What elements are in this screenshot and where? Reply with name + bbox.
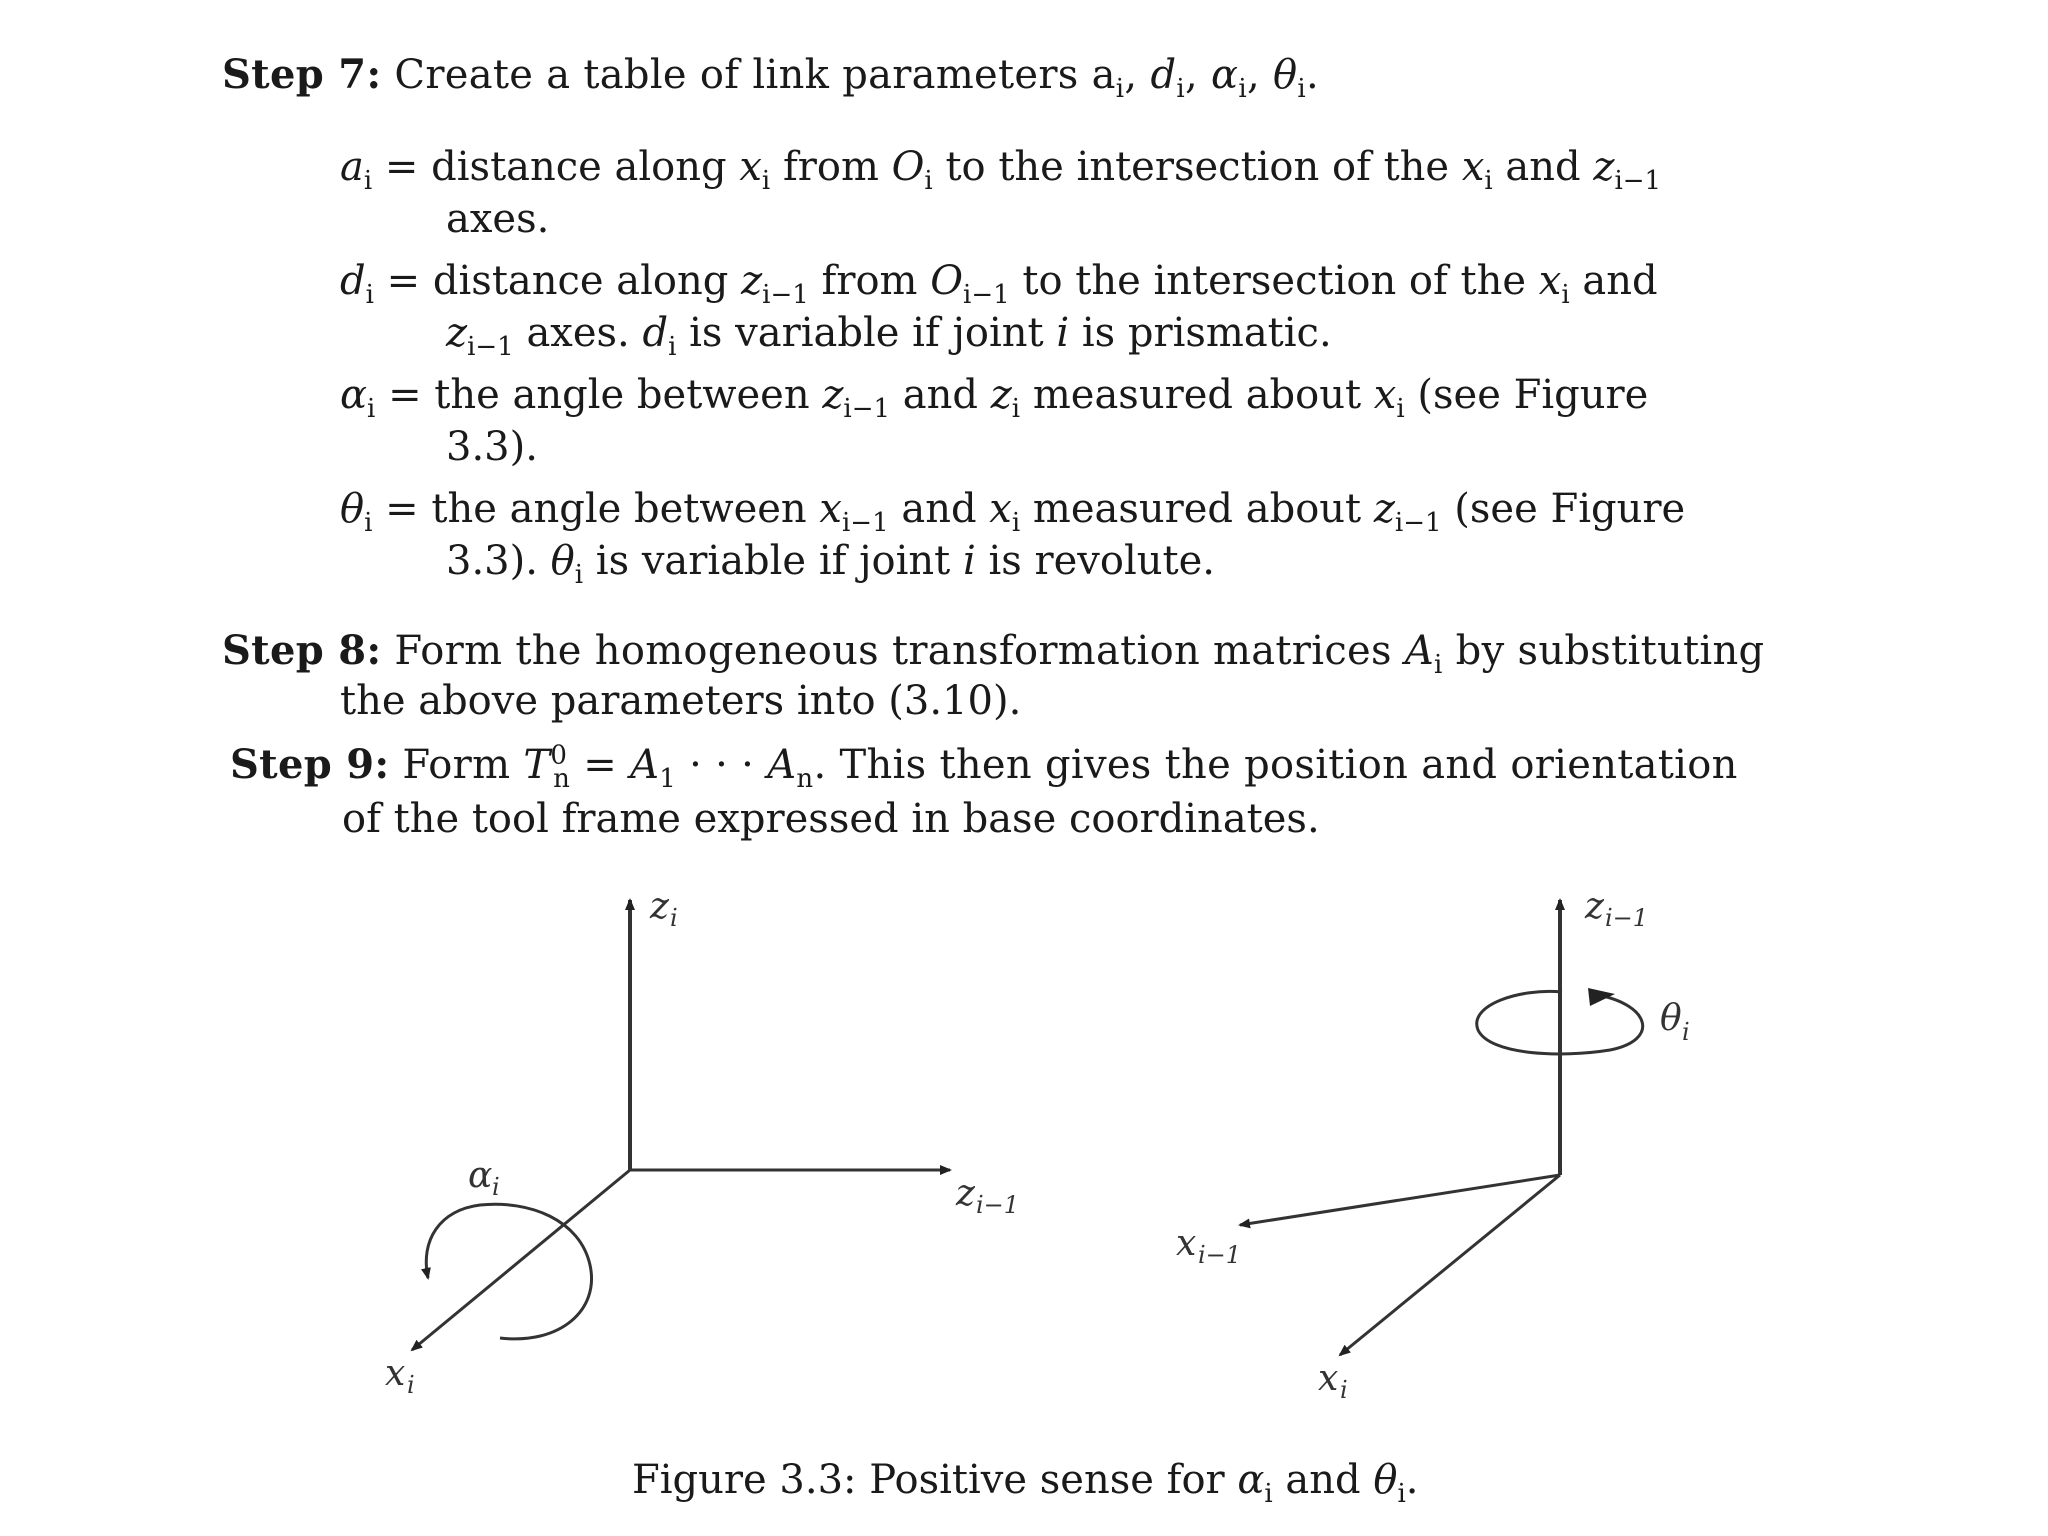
left-alpha-label: α (468, 1155, 493, 1196)
left-z-sub: i (670, 904, 678, 932)
left-x-label: x (385, 1353, 406, 1394)
def-a-cont: axes. (446, 196, 550, 242)
step-7-label: Step 7: (222, 51, 382, 98)
right-z-label: z (1585, 886, 1604, 927)
step-8: Step 8: Form the homogeneous transformation matrices $A_i$ by substituting (222, 627, 1765, 680)
right-xprev-label: x (1176, 1223, 1197, 1264)
def-alpha: $\alpha_i$ = the angle between $z_{i-1}$ and $z_i$ measured about $x_i$ (see Figure (340, 372, 1649, 424)
figure-caption: Figure 3.3: Positive sense for $\alpha_i$ and $\theta_i$. (632, 1457, 1419, 1509)
right-z-sub: i−1 (1605, 904, 1649, 932)
left-x-axis (412, 1170, 630, 1350)
step-8-label: Step 8: (222, 627, 382, 674)
left-zprev-label: z (956, 1173, 975, 1214)
step-9-cont: of the tool frame expressed in base coordinates. (342, 796, 1320, 842)
left-x-sub: i (407, 1371, 415, 1399)
left-frame (385, 886, 1019, 1399)
def-d-cont: $z_{i-1}$ axes. $d_i$ is variable if joint i is prismatic. (446, 310, 1332, 362)
right-x-label: x (1318, 1358, 1339, 1399)
def-theta: $\theta_i$ = the angle between $x_{i-1}$ and $x_i$ measured about $z_{i-1}$ (see Figure (340, 486, 1686, 538)
def-theta-cont: 3.3). $\theta_i$ is variable if joint i is revolute. (446, 538, 1216, 590)
step-7-text: Create a table of link parameters a (394, 52, 1116, 98)
step-8-cont: the above parameters into (3.10). (340, 678, 1022, 724)
step-7: Step 7: Create a table of link parameters $a_i$, $d_i$, $\alpha_i$, $\theta_i$. (222, 51, 1319, 104)
def-a-symbol: a (340, 144, 364, 190)
right-theta-sub: i (1682, 1018, 1690, 1046)
def-alpha-cont: 3.3). (446, 424, 538, 470)
right-x-sub: i (1340, 1376, 1348, 1404)
step-9: Step 9: Form $T^0_n = A_1$ · · · $A_n$. This then gives the position and orientation (230, 740, 1738, 794)
left-alpha-sub: i (492, 1173, 500, 1201)
def-theta-symbol: θ (340, 486, 365, 532)
left-zprev-sub: i−1 (976, 1191, 1020, 1219)
left-z-label: z (650, 886, 669, 927)
def-a: $a_i$ = distance along $x_i$ from $O_i$ to the intersection of the $x_i$ and $z_{i-1}$ (340, 144, 1662, 196)
right-x-axis (1340, 1175, 1560, 1355)
def-alpha-symbol: α (340, 372, 368, 418)
right-theta-label: θ (1660, 998, 1682, 1039)
right-frame (1176, 886, 1690, 1404)
def-d: $d_i$ = distance along $z_{i-1}$ from $O_{i-1}$ to the intersection of the $x_i$ and (340, 258, 1658, 310)
right-xprev-sub: i−1 (1198, 1241, 1242, 1269)
step-9-label: Step 9: (230, 741, 390, 788)
right-xprev-axis (1240, 1175, 1560, 1225)
def-d-symbol: d (340, 258, 366, 304)
